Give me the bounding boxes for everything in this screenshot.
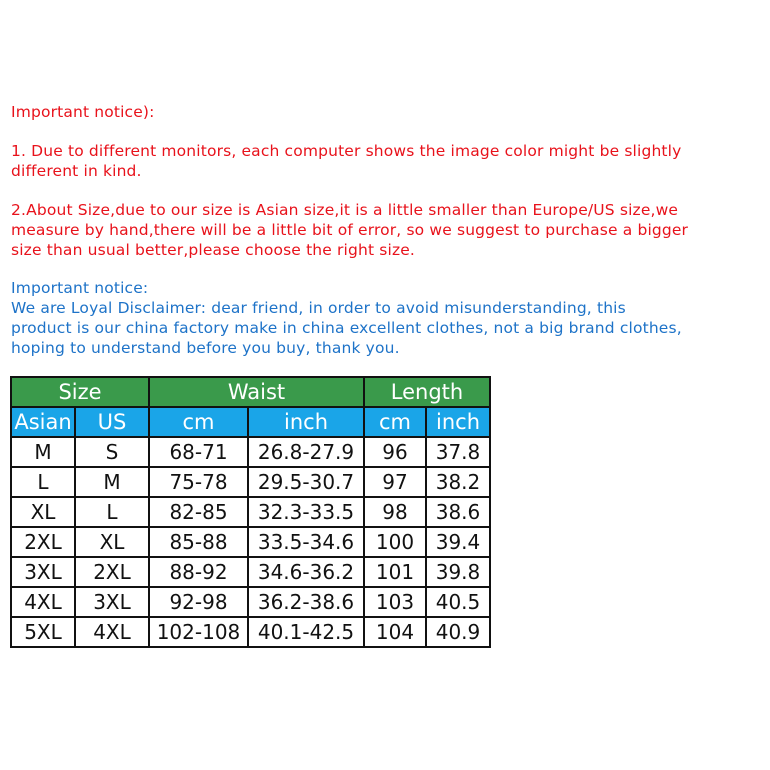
cell-waist-inch: 32.3-33.5 <box>248 497 364 527</box>
subheader-length-inch: inch <box>426 407 490 437</box>
cell-us-size: S <box>75 437 149 467</box>
subheader-length-cm: cm <box>364 407 426 437</box>
cell-length-cm: 98 <box>364 497 426 527</box>
cell-us-size: XL <box>75 527 149 557</box>
cell-waist-cm: 102-108 <box>149 617 248 647</box>
cell-length-cm: 96 <box>364 437 426 467</box>
cell-us-size: 4XL <box>75 617 149 647</box>
cell-us-size: 2XL <box>75 557 149 587</box>
cell-waist-cm: 68-71 <box>149 437 248 467</box>
cell-waist-cm: 75-78 <box>149 467 248 497</box>
cell-asian-size: 4XL <box>11 587 75 617</box>
cell-length-inch: 37.8 <box>426 437 490 467</box>
sub-header-row <box>11 407 490 437</box>
table-row <box>11 497 490 527</box>
cell-length-cm: 104 <box>364 617 426 647</box>
cell-length-cm: 103 <box>364 587 426 617</box>
disclaimer-title: Important notice: <box>11 279 149 297</box>
cell-us-size: M <box>75 467 149 497</box>
cell-asian-size: M <box>11 437 75 467</box>
cell-asian-size: 5XL <box>11 617 75 647</box>
cell-waist-inch: 33.5-34.6 <box>248 527 364 557</box>
cell-waist-inch: 26.8-27.9 <box>248 437 364 467</box>
header-size: Size <box>11 377 149 407</box>
cell-length-inch: 40.9 <box>426 617 490 647</box>
subheader-waist-cm: cm <box>149 407 248 437</box>
cell-us-size: 3XL <box>75 587 149 617</box>
cell-asian-size: L <box>11 467 75 497</box>
table-row <box>11 437 490 467</box>
table-row <box>11 527 490 557</box>
cell-length-inch: 40.5 <box>426 587 490 617</box>
cell-waist-inch: 40.1-42.5 <box>248 617 364 647</box>
cell-waist-inch: 29.5-30.7 <box>248 467 364 497</box>
notice-paragraph-monitors: 1. Due to different monitors, each computer shows the image color might be slightly different in kind. <box>11 142 682 180</box>
header-waist: Waist <box>149 377 364 407</box>
cell-length-inch: 39.4 <box>426 527 490 557</box>
cell-us-size: L <box>75 497 149 527</box>
table-row <box>11 587 490 617</box>
notice-title: Important notice): <box>11 103 155 121</box>
table-row <box>11 617 490 647</box>
cell-length-inch: 38.2 <box>426 467 490 497</box>
cell-waist-inch: 36.2-38.6 <box>248 587 364 617</box>
subheader-asian: Asian <box>11 407 75 437</box>
cell-length-cm: 100 <box>364 527 426 557</box>
header-length: Length <box>364 377 490 407</box>
cell-waist-cm: 82-85 <box>149 497 248 527</box>
disclaimer-paragraph: We are Loyal Disclaimer: dear friend, in order to avoid misunderstanding, this product is our china factory make in china excellent clothes, not a big brand clothes, hoping to understand before you buy, thank you. <box>11 299 682 357</box>
cell-asian-size: 2XL <box>11 527 75 557</box>
subheader-waist-inch: inch <box>248 407 364 437</box>
group-header-row <box>11 377 490 407</box>
size-chart-table <box>10 376 491 648</box>
notice-paragraph-size: 2.About Size,due to our size is Asian size,it is a little smaller than Europe/US size,we measure by hand,there will be a little bit of error, so we suggest to purchase a bigger size than usual better,please choose the right size. <box>11 201 689 259</box>
cell-waist-cm: 88-92 <box>149 557 248 587</box>
cell-waist-cm: 85-88 <box>149 527 248 557</box>
cell-length-inch: 38.6 <box>426 497 490 527</box>
cell-waist-cm: 92-98 <box>149 587 248 617</box>
cell-asian-size: XL <box>11 497 75 527</box>
cell-length-cm: 101 <box>364 557 426 587</box>
table-row <box>11 557 490 587</box>
table-row <box>11 467 490 497</box>
subheader-us: US <box>75 407 149 437</box>
cell-length-inch: 39.8 <box>426 557 490 587</box>
cell-asian-size: 3XL <box>11 557 75 587</box>
cell-waist-inch: 34.6-36.2 <box>248 557 364 587</box>
cell-length-cm: 97 <box>364 467 426 497</box>
